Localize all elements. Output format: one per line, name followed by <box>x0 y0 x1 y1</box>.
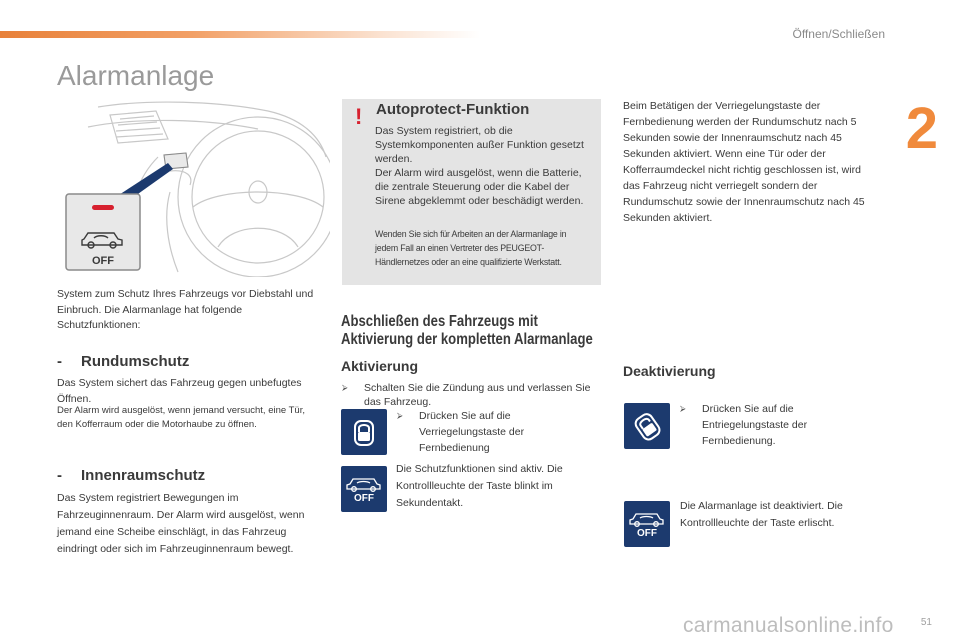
off-label: OFF <box>354 493 374 504</box>
header-accent-bar <box>0 31 480 38</box>
unlock-button-tile <box>624 403 670 449</box>
heading-dash: - <box>57 353 62 370</box>
section-name: Öffnen/Schließen <box>792 27 885 41</box>
lock-button-tile <box>341 409 387 455</box>
note-title: Autoprotect-Funktion <box>376 101 530 118</box>
rundumschutz-text-1: Das System sichert das Fahrzeug gegen unbefugtes Öffnen. <box>57 377 302 405</box>
aktivierung-result: Die Schutzfunktionen sind aktiv. Die Kontrollleuchte der Taste blinkt im Sekundentakt. <box>396 463 563 509</box>
note-text-2: Der Alarm wird ausgelöst, wenn die Batterie, die zentrale Steuerung oder die Kabel der Sirene abgeklemmt oder beschädigt werden. <box>375 167 584 207</box>
chapter-number: 2 <box>905 96 938 161</box>
dashboard-illustration <box>58 97 330 277</box>
bullet-arrow-icon: ⮚ <box>680 404 686 413</box>
rundumschutz-text-2: Der Alarm wird ausgelöst, wenn jemand versucht, eine Tür, den Kofferraum oder die Motorhaube zu öffnen. <box>57 405 305 430</box>
intro-text: System zum Schutz Ihres Fahrzeugs vor Diebstahl und Einbruch. Die Alarmanlage hat folgende Schutzfunktionen: <box>57 288 314 331</box>
aktivierung-heading: Aktivierung <box>341 358 419 374</box>
bullet-arrow-icon: ⮚ <box>342 383 348 392</box>
rundumschutz-title: Rundumschutz <box>81 353 190 370</box>
warning-icon: ! <box>355 104 363 129</box>
locking-heading-line-2: Aktivierung der kompletten Alarmanlage <box>341 331 593 348</box>
off-switch-label: OFF <box>92 255 114 267</box>
aktivierung-step-1 <box>342 381 597 409</box>
off-label: OFF <box>637 528 657 539</box>
car-alarm-icon <box>341 466 387 512</box>
innenraumschutz-title: Innenraumschutz <box>81 467 206 484</box>
deaktivierung-step-1 <box>680 401 860 449</box>
car-alarm-icon <box>624 501 670 547</box>
note-text-1: Das System registriert, ob die Systemkomponenten außer Funktion gesetzt werden. <box>375 125 584 165</box>
rundumschutz-heading <box>57 353 189 370</box>
locking-heading-line-1: Abschließen des Fahrzeugs mit <box>341 313 538 330</box>
step-text: Drücken Sie auf die Verriegelungstaste der Fernbedienung <box>419 410 525 454</box>
aktivierung-step-2 <box>397 408 562 456</box>
watermark: carmanualsonline.info <box>683 614 894 637</box>
alarm-off-tile <box>341 466 387 512</box>
page-title: Alarmanlage <box>57 60 215 91</box>
innenraumschutz-heading <box>57 467 205 484</box>
heading-dash: - <box>57 467 62 484</box>
step-text: Schalten Sie die Zündung aus und verlassen Sie das Fahrzeug. <box>364 382 591 408</box>
page-number: 51 <box>920 617 932 628</box>
step-text: Drücken Sie auf die Entriegelungstaste der Fernbedienung. <box>702 403 808 447</box>
activation-delay-text: Beim Betätigen der Verriegelungstaste der Fernbedienung werden der Rundumschutz nach 5 Sekunden sowie der Innenraumschutz nach 45 Sekunden aktiviert. Wenn eine Tür oder der Kofferraumdeckel nicht richtig geschlossen ist, wird das Fahrzeug nicht verriegelt sondern der Rundumschutz sowie der Innenraumschutz nach 45 Sekunden aktiviert. <box>623 100 865 224</box>
deaktivierung-heading: Deaktivierung <box>623 363 716 379</box>
deaktivierung-result: Die Alarmanlage ist deaktiviert. Die Kontrollleuchte der Taste erlischt. <box>680 500 843 529</box>
alarm-off-tile <box>624 501 670 547</box>
unlock-icon <box>624 403 670 449</box>
lock-icon <box>341 409 387 455</box>
bullet-arrow-icon: ⮚ <box>397 411 403 420</box>
note-text-3: Wenden Sie sich für Arbeiten an der Alarmanlage in jedem Fall an einen Vertreter des PEUGEOT-Händlernetzes oder an eine qualifizierte Werkstatt. <box>375 229 567 267</box>
innenraumschutz-text: Das System registriert Bewegungen im Fahrzeuginnenraum. Der Alarm wird ausgelöst, wenn jemand eine Scheibe einschlägt, in das Fahrzeug eindringt oder sich im Fahrzeuginnenraum bewegt. <box>57 492 305 555</box>
